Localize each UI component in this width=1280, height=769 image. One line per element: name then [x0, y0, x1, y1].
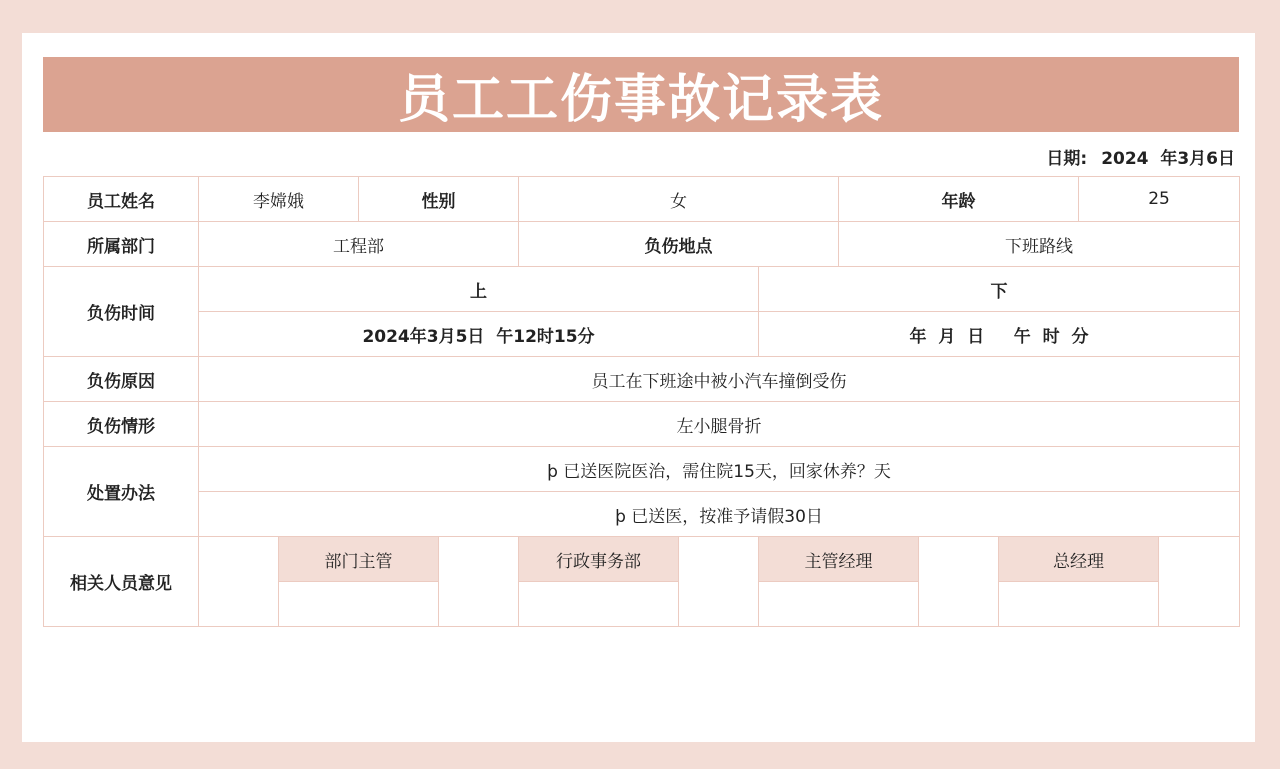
table-row: [44, 312, 1240, 357]
date-value: 2024 年3月6日: [1101, 148, 1235, 169]
lower-label: 下: [759, 267, 1240, 312]
handling-label: 处置办法: [44, 447, 199, 537]
opinion-spacer: [919, 537, 999, 627]
opinion-general-manager-field[interactable]: [999, 582, 1159, 627]
location-value[interactable]: 下班路线: [839, 222, 1240, 267]
gender-value[interactable]: 女: [519, 177, 839, 222]
opinions-label: 相关人员意见: [44, 537, 199, 627]
lower-time-value[interactable]: 年 月 日 午 时 分: [759, 312, 1240, 357]
table-row: [44, 492, 1240, 537]
opinion-spacer: [439, 537, 519, 627]
role-dept-head: 部门主管: [279, 537, 439, 582]
age-label: 年龄: [839, 177, 1079, 222]
page-title: 员工工伤事故记录表: [397, 70, 884, 130]
opinion-admin-dept-field[interactable]: [519, 582, 679, 627]
opinion-dept-head-field[interactable]: [279, 582, 439, 627]
cause-value[interactable]: 员工在下班途中被小汽车撞倒受伤: [199, 357, 1240, 402]
table-row: [44, 222, 1240, 267]
handling-option-1[interactable]: þ 已送医院医治，需住院15天，回家休养？天: [199, 447, 1240, 492]
role-supervisor-manager: 主管经理: [759, 537, 919, 582]
opinion-supervisor-manager-field[interactable]: [759, 582, 919, 627]
upper-time-value[interactable]: 2024年3月5日 午12时15分: [199, 312, 759, 357]
dept-value[interactable]: 工程部: [199, 222, 519, 267]
date-label: 日期:: [1046, 148, 1088, 169]
opinion-spacer: [199, 537, 279, 627]
record-sheet: [22, 33, 1255, 742]
role-admin-dept: 行政事务部: [519, 537, 679, 582]
name-label: 员工姓名: [44, 177, 199, 222]
table-row: [44, 177, 1240, 222]
table-row: [44, 267, 1240, 312]
injury-time-label: 负伤时间: [44, 267, 199, 357]
opinion-spacer: [1159, 537, 1240, 627]
condition-value[interactable]: 左小腿骨折: [199, 402, 1240, 447]
upper-label: 上: [199, 267, 759, 312]
gender-label: 性别: [359, 177, 519, 222]
age-value[interactable]: 25: [1079, 177, 1240, 222]
date-row: [1046, 141, 1235, 171]
table-row: [44, 402, 1240, 447]
table-row: [44, 537, 1240, 582]
condition-label: 负伤情形: [44, 402, 199, 447]
handling-option-2[interactable]: þ 已送医，按准予请假30日: [199, 492, 1240, 537]
table-row: [44, 357, 1240, 402]
title-banner: [43, 57, 1239, 132]
record-table: [43, 176, 1240, 627]
dept-label: 所属部门: [44, 222, 199, 267]
cause-label: 负伤原因: [44, 357, 199, 402]
name-value[interactable]: 李嫦娥: [199, 177, 359, 222]
location-label: 负伤地点: [519, 222, 839, 267]
table-row: [44, 447, 1240, 492]
opinion-spacer: [679, 537, 759, 627]
role-general-manager: 总经理: [999, 537, 1159, 582]
